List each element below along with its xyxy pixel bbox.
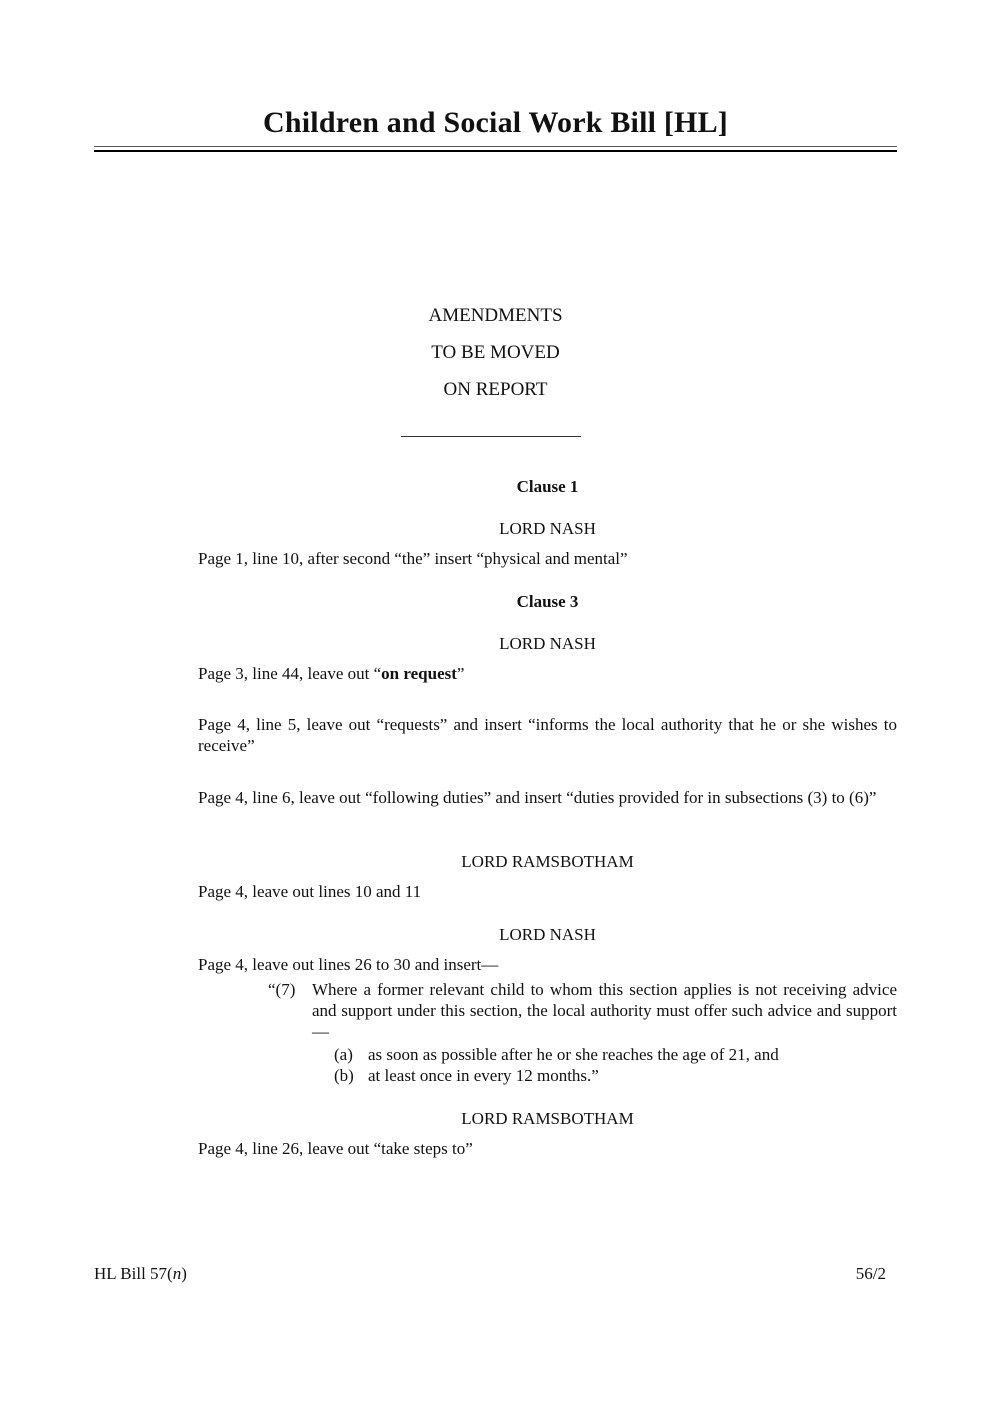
bill-ref-suffix: ) <box>181 1264 187 1283</box>
amendment-text-bold: on request <box>381 664 457 683</box>
item-label: (b) <box>334 1066 354 1085</box>
heading-line-1: AMENDMENTS <box>428 305 563 326</box>
bill-ref-italic: n <box>172 1264 182 1283</box>
bill-reference <box>94 1264 187 1284</box>
amendment-text: Page 4, leave out lines 10 and 11 <box>198 882 422 901</box>
amendment-text <box>198 663 897 684</box>
heading-separator <box>401 436 581 437</box>
amendment-text: Page 4, line 26, leave out “take steps to” <box>198 1139 473 1158</box>
mover-name: LORD NASH <box>499 634 596 653</box>
clause-heading: Clause 1 <box>516 477 579 496</box>
item-text: at least once in every 12 months.” <box>368 1066 599 1085</box>
title-rule-thick <box>94 150 897 152</box>
document-title: Children and Social Work Bill [HL] <box>263 106 728 139</box>
amendment-text: Page 1, line 10, after second “the” insert “physical and mental” <box>198 549 628 568</box>
heading-line-3: ON REPORT <box>443 379 548 400</box>
subsection-text: Where a former relevant child to whom this section applies is not receiving advice and support under this section, the local authority must offer such advice and support— <box>312 980 897 1041</box>
mover-name: LORD RAMSBOTHAM <box>461 1109 634 1128</box>
item-text: as soon as possible after he or she reaches the age of 21, and <box>368 1045 779 1064</box>
inserted-subsection <box>268 979 897 1045</box>
mover-name: LORD NASH <box>499 925 596 944</box>
amendment-text: Page 4, line 6, leave out “following duties” and insert “duties provided for in subsections (3) to (6)” <box>198 788 877 807</box>
title-rule-thin <box>94 146 897 147</box>
amendment-text-prefix: Page 3, line 44, leave out “ <box>198 664 382 683</box>
clause-heading: Clause 3 <box>516 592 579 611</box>
item-label: (a) <box>334 1045 353 1064</box>
amendment-text-suffix: ” <box>456 664 465 683</box>
amendment-text: Page 4, line 5, leave out “requests” and insert “informs the local authority that he or she wishes to receive” <box>198 715 897 755</box>
amendment-text: Page 4, leave out lines 26 to 30 and insert— <box>198 955 499 974</box>
mover-name: LORD NASH <box>499 519 596 538</box>
mover-name: LORD RAMSBOTHAM <box>461 852 634 871</box>
subsection-number: “(7) <box>268 980 296 999</box>
page-reference: 56/2 <box>855 1264 886 1283</box>
heading-line-2: TO BE MOVED <box>431 342 560 363</box>
bill-ref-prefix: HL Bill 57( <box>94 1264 173 1283</box>
